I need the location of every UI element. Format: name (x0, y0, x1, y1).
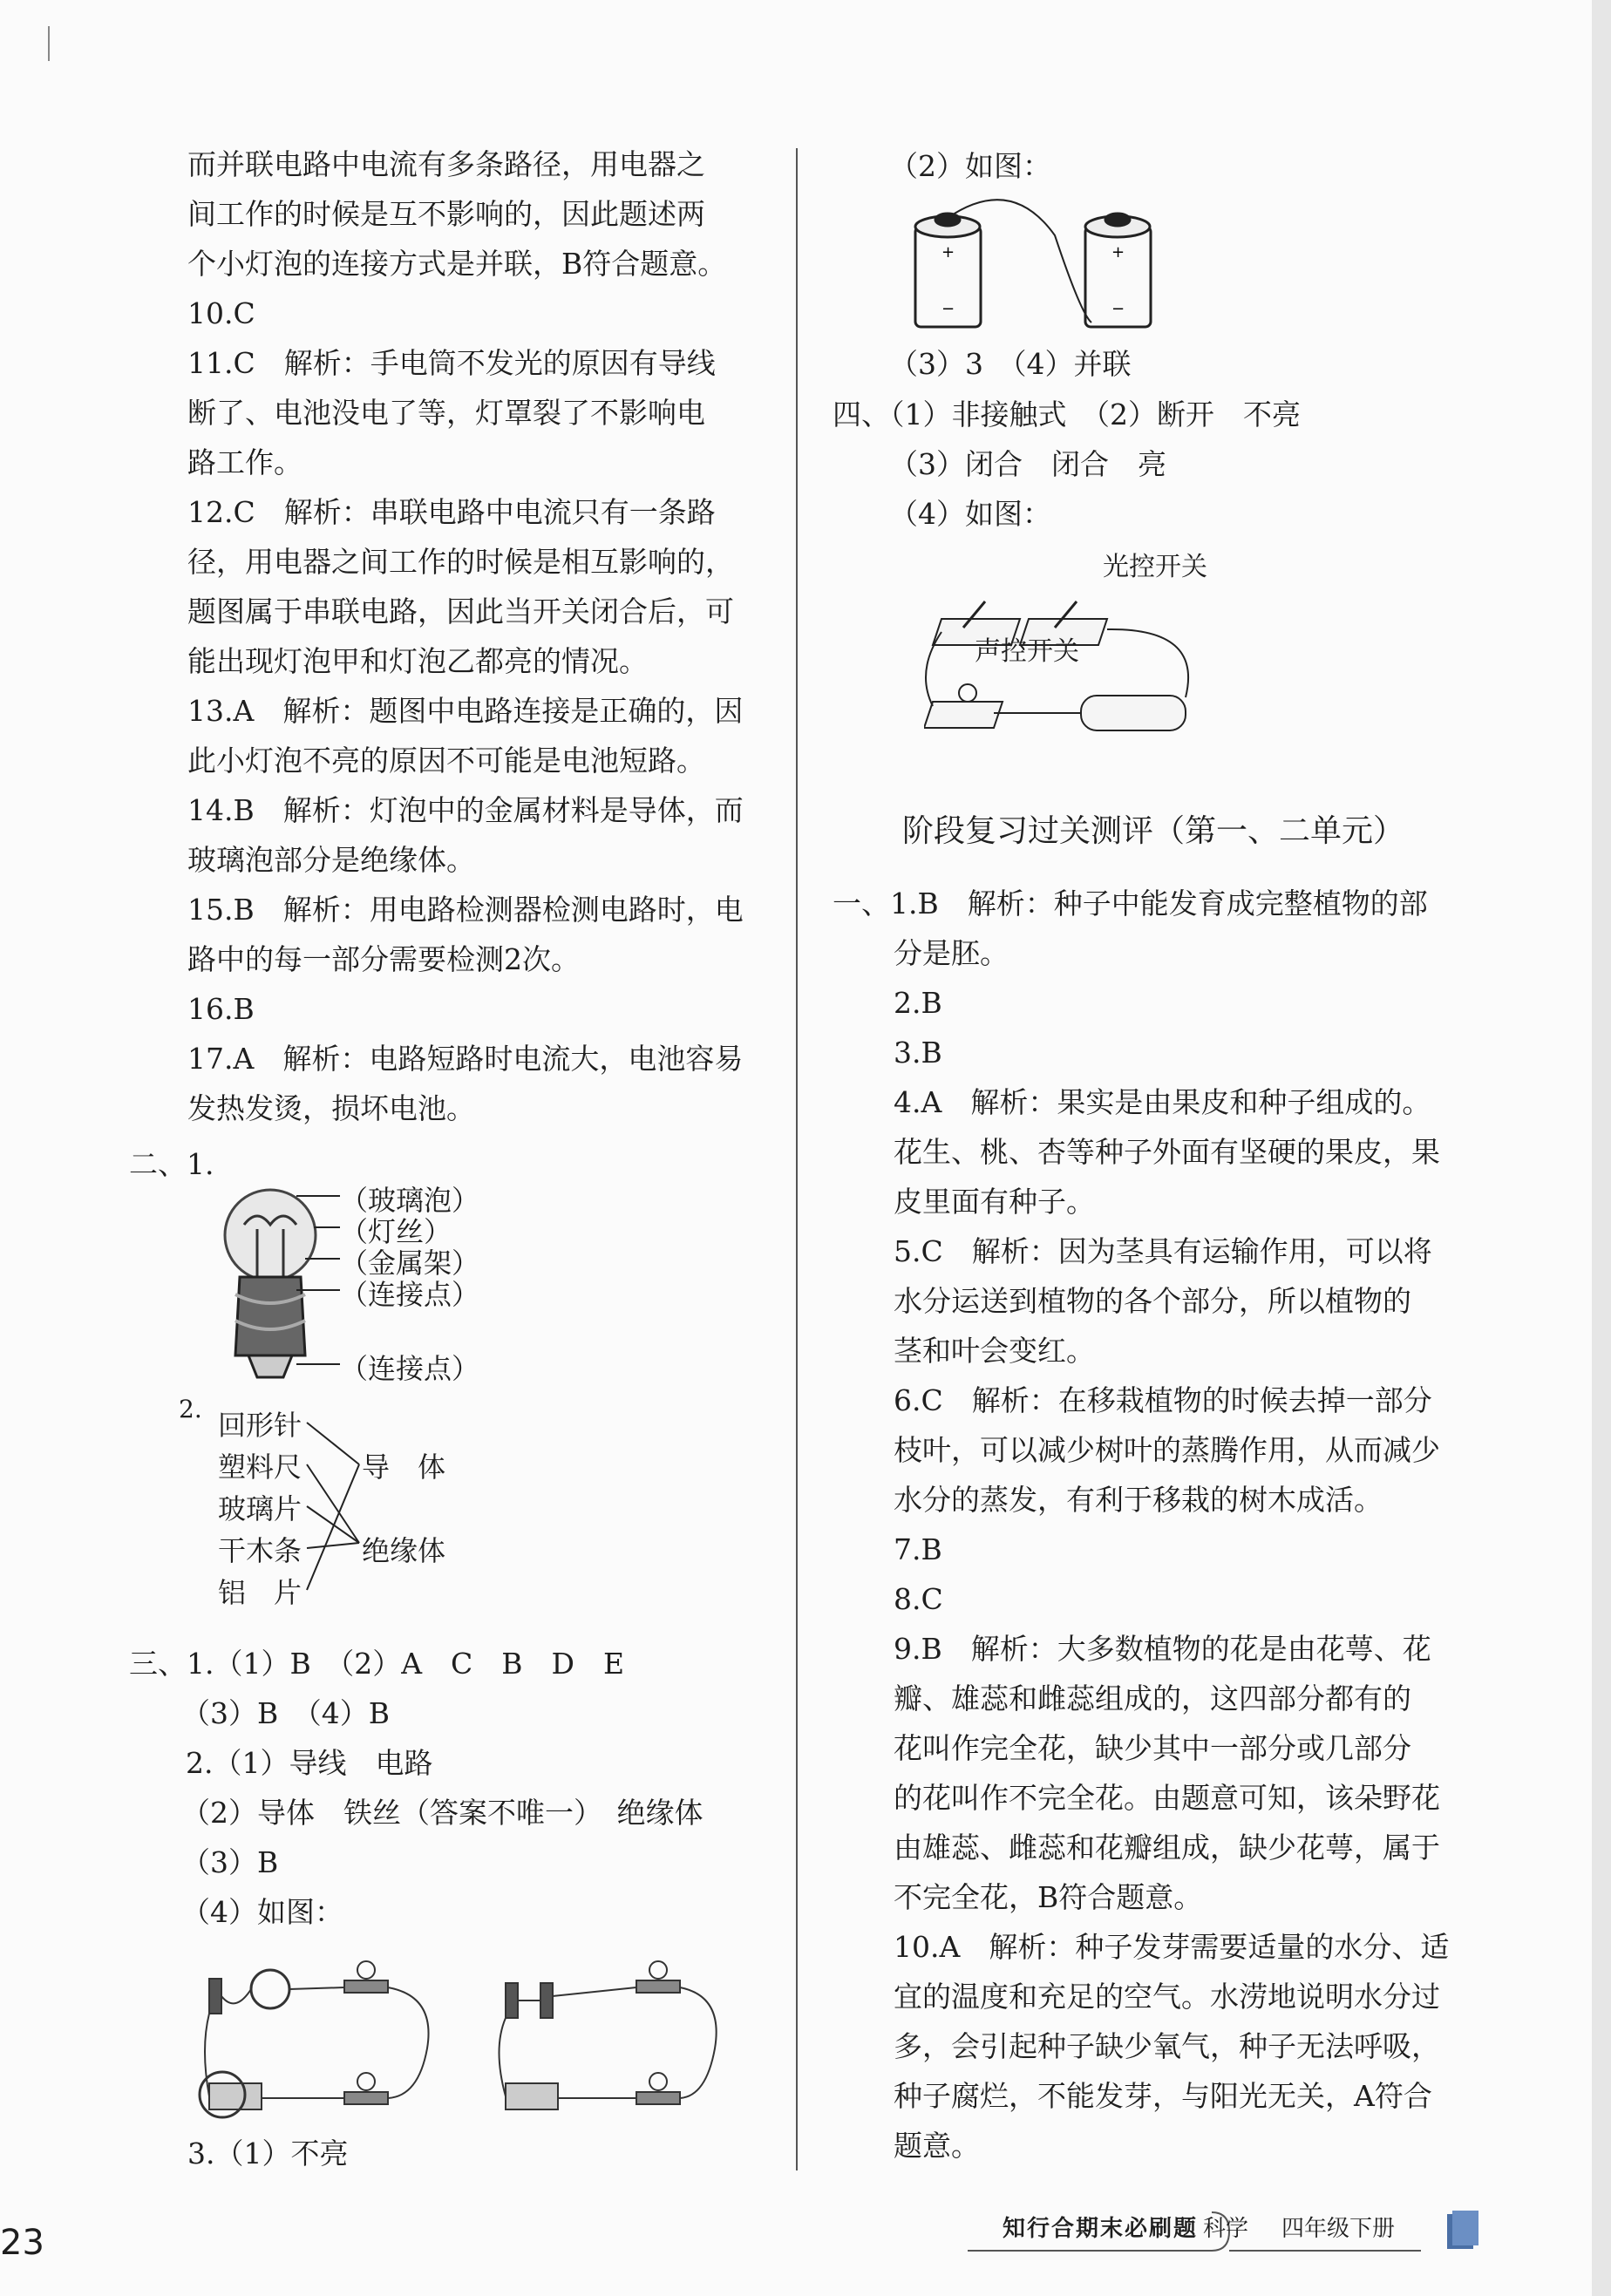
matching-lines (305, 1412, 366, 1595)
text-line: 路工作。 (187, 445, 302, 479)
text-line: 不完全花，B符合题意。 (894, 1880, 1203, 1914)
text-line: 径，用电器之间工作的时候是相互影响的， (187, 545, 734, 579)
q34-answer: （3）3 （4）并联 (889, 347, 1132, 381)
material-item: 铝 片 (218, 1576, 302, 1609)
text-line: 皮里面有种子。 (894, 1185, 1095, 1219)
bulb-label-contact-2: （连接点） (340, 1352, 480, 1385)
text-line: 2.（1）导线 电路 (186, 1746, 433, 1780)
section4-line1: 四、（1）非接触式 （2）断开 不亮 (833, 397, 1301, 431)
section4-line2: （3）闭合 闭合 亮 (889, 447, 1166, 481)
text-line: 枝叶，可以减少树叶的蒸腾作用，从而减少 (894, 1433, 1440, 1467)
column-divider (796, 148, 798, 2170)
svg-text:−: − (941, 300, 955, 318)
bulb-label-metal-frame: （金属架） (340, 1246, 480, 1280)
footer-brand: 知行合期末必刷题 (1003, 2216, 1199, 2242)
text-line: 13.A 解析：题图中电路连接是正确的，因 (187, 694, 744, 728)
text-line: 10.A 解析：种子发芽需要适量的水分、适 (894, 1930, 1450, 1964)
q2-figure-label: （2）如图： (889, 149, 1051, 183)
text-line: 间工作的时候是互不影响的，因此题述两 (187, 197, 705, 231)
text-line: 多，会引起种子缺少氧气，种子无法呼吸， (894, 2029, 1440, 2063)
left-column (187, 139, 763, 1133)
page-edge-shade (1592, 0, 1611, 2296)
material-item: 干木条 (218, 1534, 302, 1567)
footer-subject: 科学 (1203, 2216, 1249, 2242)
text-line: 8.C (894, 1582, 943, 1616)
text-line: 水分的蒸发，有利于移栽的树木成活。 (894, 1483, 1383, 1517)
text-line: 12.C 解析：串联电路中电流只有一条路 (187, 495, 716, 529)
section4-line3: （4）如图： (889, 497, 1051, 531)
text-line: 6.C 解析：在移栽植物的时候去掉一部分 (894, 1383, 1432, 1417)
two-batteries-diagram (907, 183, 1194, 340)
section3-end: 3.（1）不亮 (187, 2136, 349, 2170)
material-item: 回形针 (218, 1409, 302, 1442)
text-line: 发热发烫，损坏电池。 (187, 1091, 475, 1125)
text-line: 11.C 解析：手电筒不发光的原因有导线 (187, 346, 716, 380)
text-line: 瓣、雄蕊和雌蕊组成的，这四部分都有的 (894, 1681, 1411, 1715)
category-insulator: 绝缘体 (362, 1534, 446, 1567)
page-number: 23 (0, 2223, 44, 2263)
material-item: 玻璃片 (218, 1492, 302, 1525)
test-title: 阶段复习过关测评（第一、二单元） (902, 813, 1405, 849)
text-line: 14.B 解析：灯泡中的金属材料是导体，而 (187, 793, 744, 827)
bulb-label-filament: （灯丝） (340, 1215, 452, 1248)
text-line: 花生、桃、杏等种子外面有坚硬的果皮，果 (894, 1135, 1440, 1169)
text-line: 由雄蕊、雌蕊和花瓣组成，缺少花萼，属于 (894, 1831, 1440, 1865)
sound-switch-label: 声控开关 (975, 636, 1079, 667)
text-line: 5.C 解析：因为茎具有运输作用，可以将 (894, 1234, 1432, 1268)
text-line: 水分运送到植物的各个部分，所以植物的 (894, 1284, 1411, 1318)
q2-number: 2. (179, 1395, 202, 1423)
text-line: 题图属于串联电路，因此当开关闭合后，可 (187, 594, 734, 628)
svg-text:+: + (1111, 243, 1125, 262)
footer (968, 2205, 1491, 2258)
text-line: （2）导体 铁丝（答案不唯一） 绝缘体 (181, 1796, 704, 1830)
category-conductor: 导 体 (362, 1450, 446, 1484)
text-line: 三、1.（1）B （2）A C B D E (129, 1647, 625, 1681)
bulb-label-glass: （玻璃泡） (340, 1184, 480, 1217)
bulb-label-contact-1: （连接点） (340, 1278, 480, 1311)
text-line: 2.B (894, 986, 942, 1020)
text-line: 花叫作完全花，缺少其中一部分或几部分 (894, 1731, 1411, 1765)
section2-label: 二、1. (129, 1147, 214, 1181)
text-line: 能出现灯泡甲和灯泡乙都亮的情况。 (187, 644, 648, 678)
text-line: 15.B 解析：用电路检测器检测电路时，电 (187, 893, 744, 927)
light-switch-label: 光控开关 (1103, 552, 1207, 582)
material-item: 塑料尺 (218, 1450, 302, 1484)
text-line: 一、1.B 解析：种子中能发育成完整植物的部 (833, 886, 1428, 920)
svg-text:+: + (941, 243, 955, 262)
text-line: 路中的每一部分需要检测2次。 (187, 942, 580, 976)
text-line: 断了、电池没电了等，灯罩裂了不影响电 (187, 396, 705, 430)
text-line: （3）B （4）B (181, 1696, 390, 1730)
circuit-diagram-pair (183, 1944, 750, 2127)
text-line: 4.A 解析：果实是由果皮和种子组成的。 (894, 1085, 1431, 1119)
text-line: 7.B (894, 1532, 942, 1566)
text-line: 分是胚。 (894, 936, 1009, 970)
text-line: （3）B (181, 1845, 279, 1879)
text-line: 9.B 解析：大多数植物的花是由花萼、花 (894, 1632, 1431, 1666)
text-line: 10.C (187, 296, 255, 330)
text-line: 而并联电路中电流有多条路径，用电器之 (187, 147, 705, 181)
text-line: 茎和叶会变红。 (894, 1334, 1095, 1368)
text-line: （4）如图： (181, 1895, 343, 1929)
text-line: 种子腐烂，不能发芽，与阳光无关，A符合 (894, 2079, 1432, 2113)
section3 (129, 1639, 774, 1937)
text-line: 的花叫作不完全花。由题意可知，该朵野花 (894, 1781, 1440, 1815)
text-line: 题意。 (894, 2129, 980, 2163)
svg-text:−: − (1111, 300, 1125, 318)
edge-mark (48, 26, 50, 61)
text-line: 16.B (187, 992, 255, 1026)
text-line: 3.B (894, 1036, 942, 1070)
right-column (833, 879, 1460, 2170)
text-line: 玻璃泡部分是绝缘体。 (187, 843, 475, 877)
footer-grade: 四年级下册 (1281, 2216, 1396, 2242)
text-line: 此小灯泡不亮的原因不可能是电池短路。 (187, 744, 705, 778)
text-line: 17.A 解析：电路短路时电流大，电池容易 (187, 1042, 744, 1076)
text-line: 宜的温度和充足的空气。水涝地说明水分过 (894, 1980, 1440, 2014)
text-line: 个小灯泡的连接方式是并联，B符合题意。 (187, 247, 727, 281)
